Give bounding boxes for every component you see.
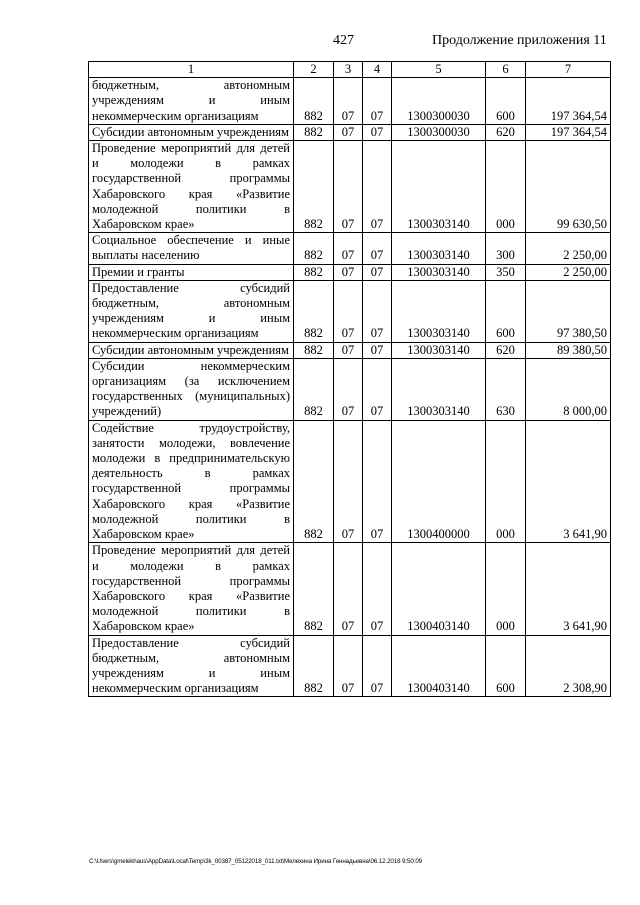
amount-cell: 3 641,90 [526,420,611,543]
table-row [89,543,611,635]
section-code-cell: 07 [334,635,363,697]
row-name-cell: бюджетным, автономным учреждениям и иным некоммерческим организациям [89,78,294,125]
section-code-cell: 07 [334,420,363,543]
table-row [89,78,611,125]
row-name-cell: Содействие трудоустройству, занятости молодежи, вовлечение молодежи в предпринимательскую деятельность в рамках государственной программы Хабаровского края «Развитие молодежной политики в Хабаровском крае» [89,420,294,543]
subsection-code-cell: 07 [363,280,392,342]
table-row [89,124,611,140]
expense-type-cell: 000 [486,141,526,233]
section-code-cell: 07 [334,78,363,125]
section-code-cell: 07 [334,358,363,420]
row-name-cell: Предоставление субсидий бюджетным, автономным учреждениям и иным некоммерческим организациям [89,635,294,697]
target-article-cell: 1300300030 [392,124,486,140]
target-article-cell: 1300403140 [392,543,486,635]
table-row [89,342,611,358]
expense-type-cell: 600 [486,78,526,125]
amount-cell: 99 630,50 [526,141,611,233]
row-name-cell: Проведение мероприятий для детей и молодежи в рамках государственной программы Хабаровского края «Развитие молодежной политики в Хабаровском крае» [89,543,294,635]
table-row [89,141,611,233]
ministry-code-cell: 882 [294,342,334,358]
section-code-cell: 07 [334,280,363,342]
subsection-code-cell: 07 [363,543,392,635]
row-name-cell: Проведение мероприятий для детей и молодежи в рамках государственной программы Хабаровского края «Развитие молодежной политики в Хабаровском крае» [89,141,294,233]
amount-cell: 3 641,90 [526,543,611,635]
table-row [89,280,611,342]
ministry-code-cell: 882 [294,124,334,140]
ministry-code-cell: 882 [294,233,334,264]
subsection-code-cell: 07 [363,141,392,233]
section-code-cell: 07 [334,264,363,280]
column-header: 7 [526,62,611,78]
expense-type-cell: 350 [486,264,526,280]
section-code-cell: 07 [334,141,363,233]
subsection-code-cell: 07 [363,420,392,543]
target-article-cell: 1300303140 [392,280,486,342]
amount-cell: 197 364,54 [526,78,611,125]
amount-cell: 97 380,50 [526,280,611,342]
section-code-cell: 07 [334,342,363,358]
section-code-cell: 07 [334,124,363,140]
ministry-code-cell: 882 [294,358,334,420]
page-number: 427 [333,33,354,48]
table-row [89,420,611,543]
expense-type-cell: 620 [486,342,526,358]
expense-type-cell: 300 [486,233,526,264]
subsection-code-cell: 07 [363,342,392,358]
section-code-cell: 07 [334,233,363,264]
section-code-cell: 07 [334,543,363,635]
row-name-cell: Премии и гранты [89,264,294,280]
column-header: 3 [334,62,363,78]
target-article-cell: 1300300030 [392,78,486,125]
file-path-footer: C:\Users\gmelekhaus\AppData\Local\Temp\3k_00387_05122018_011.txt\Мелехина Ирина Геннадьевна\06.12.2018 9:50:09 [89,858,422,865]
amount-cell: 197 364,54 [526,124,611,140]
target-article-cell: 1300400000 [392,420,486,543]
table-row [89,264,611,280]
expense-type-cell: 630 [486,358,526,420]
amount-cell: 8 000,00 [526,358,611,420]
subsection-code-cell: 07 [363,635,392,697]
row-name-cell: Субсидии автономным учреждениям [89,124,294,140]
amount-cell: 2 308,90 [526,635,611,697]
row-name-cell: Субсидии некоммерческим организациям (за исключением государственных (муниципальных) учреждений) [89,358,294,420]
ministry-code-cell: 882 [294,635,334,697]
ministry-code-cell: 882 [294,78,334,125]
amount-cell: 2 250,00 [526,264,611,280]
expense-type-cell: 000 [486,543,526,635]
column-header: 6 [486,62,526,78]
table-row [89,358,611,420]
expense-type-cell: 600 [486,280,526,342]
expense-type-cell: 000 [486,420,526,543]
ministry-code-cell: 882 [294,543,334,635]
amount-cell: 2 250,00 [526,233,611,264]
ministry-code-cell: 882 [294,141,334,233]
target-article-cell: 1300403140 [392,635,486,697]
table-row [89,635,611,697]
row-name-cell: Социальное обеспечение и иные выплаты населению [89,233,294,264]
subsection-code-cell: 07 [363,233,392,264]
column-header: 4 [363,62,392,78]
column-header: 2 [294,62,334,78]
target-article-cell: 1300303140 [392,233,486,264]
table-header-row [89,62,611,78]
target-article-cell: 1300303140 [392,342,486,358]
target-article-cell: 1300303140 [392,141,486,233]
budget-table [88,61,611,697]
subsection-code-cell: 07 [363,264,392,280]
amount-cell: 89 380,50 [526,342,611,358]
subsection-code-cell: 07 [363,124,392,140]
table-row [89,233,611,264]
expense-type-cell: 620 [486,124,526,140]
expense-type-cell: 600 [486,635,526,697]
appendix-note: Продолжение приложения 11 [432,33,607,48]
row-name-cell: Субсидии автономным учреждениям [89,342,294,358]
ministry-code-cell: 882 [294,264,334,280]
target-article-cell: 1300303140 [392,264,486,280]
target-article-cell: 1300303140 [392,358,486,420]
subsection-code-cell: 07 [363,78,392,125]
ministry-code-cell: 882 [294,280,334,342]
ministry-code-cell: 882 [294,420,334,543]
row-name-cell: Предоставление субсидий бюджетным, автономным учреждениям и иным некоммерческим организациям [89,280,294,342]
column-header: 1 [89,62,294,78]
subsection-code-cell: 07 [363,358,392,420]
column-header: 5 [392,62,486,78]
